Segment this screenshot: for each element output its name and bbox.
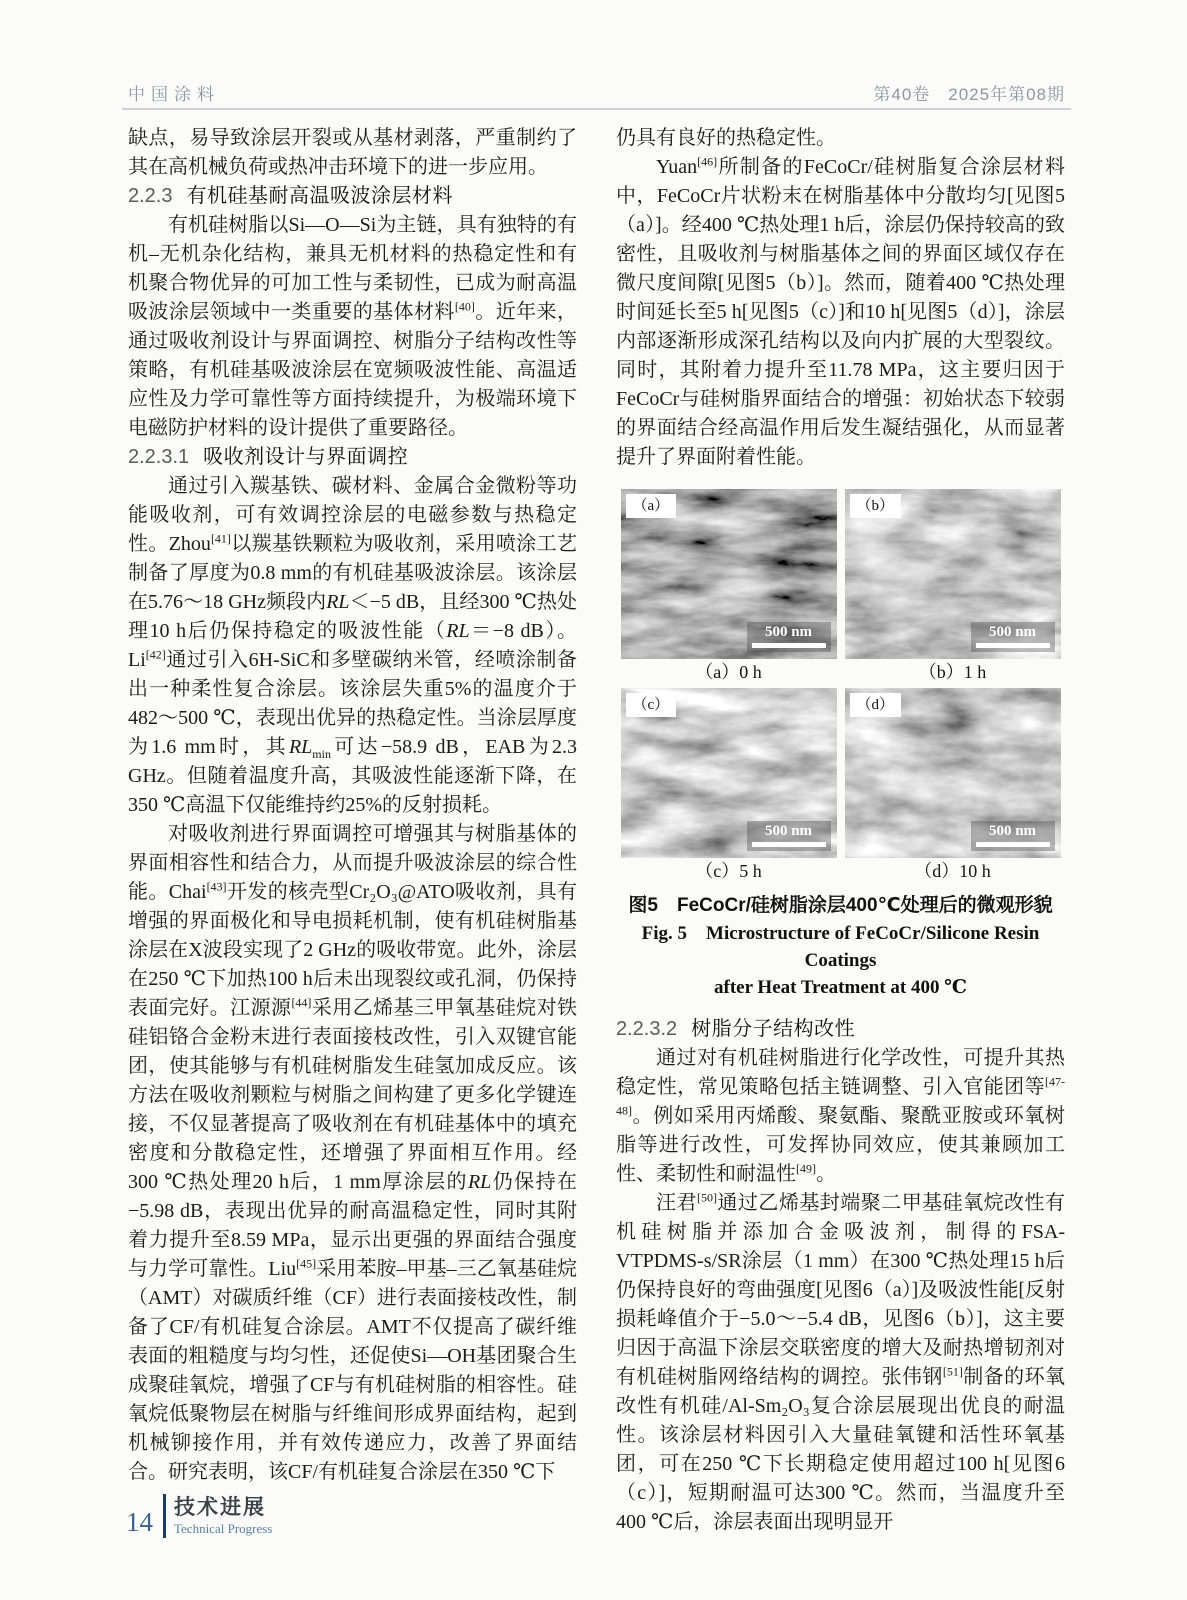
footer-section-en: Technical Progress	[174, 1520, 273, 1536]
section-heading	[616, 1015, 1065, 1044]
section-number: 2.2.3.2	[616, 1018, 678, 1040]
scale-bar-line	[976, 842, 1050, 847]
panel-caption: （b）1 h	[918, 662, 987, 682]
page-header	[128, 80, 1065, 105]
panel-label: （c）	[626, 693, 677, 717]
paragraph: 缺点，易导致涂层开裂或从基材剥落，严重制约了其在高机械负荷或热冲击环境下的进一步应用。	[128, 127, 577, 178]
scale-bar-line	[752, 842, 826, 847]
sem-panel	[621, 489, 837, 688]
sem-micrograph	[621, 489, 837, 659]
section-heading	[128, 182, 577, 211]
scale-bar-line	[752, 643, 826, 648]
section-title: 吸收剂设计与界面调控	[203, 446, 409, 468]
right-column-top-text	[616, 124, 1065, 472]
sem-micrograph	[845, 688, 1061, 858]
scale-bar	[971, 821, 1055, 851]
paragraph: 通过引入羰基铁、碳材料、金属合金微粉等功能吸收剂，可有效调控涂层的电磁参数与热稳定性。Zhou[41]以羰基铁颗粒为吸收剂，采用喷涂工艺制备了厚度为0.8 mm的有机硅基吸波涂层。该涂层在5.76～18 GHz频段内RL＜−5 dB，且经300 ℃热处理10 h后仍保持稳定的吸波性能（RL＝−8 dB）。Li[42]通过引入6H-SiC和多壁碳纳米管，经喷涂制备出一种柔性复合涂层。该涂层失重5%的温度介于482～500 ℃，表现出优异的热稳定性。当涂层厚度为1.6 mm时，其$RL_{min}$可达−58.9 dB，EAB为2.3 GHz。但随着温度升高，其吸波性能逐渐下降，在350 ℃高温下仅能维持约25%的反射损耗。	[128, 475, 578, 816]
figure-caption-en-line2: after Heat Treatment at 400 ℃	[714, 977, 967, 998]
footer-divider-bar	[163, 1494, 166, 1538]
journal-name: 中国涂料	[128, 85, 220, 104]
scale-bar	[971, 622, 1055, 652]
section-title: 树脂分子结构改性	[691, 1018, 856, 1040]
paragraph: 对吸收剂进行界面调控可增强其与树脂基体的界面相容性和结合力，从而提升吸波涂层的综合性能。Chai[43]开发的核壳型Cr₂O₃@ATO吸收剂，具有增强的界面极化和导电损耗机制，使有机硅树脂基涂层在X波段实现了2 GHz的吸收带宽。此外，涂层在250 ℃下加热100 h后未出现裂纹或孔洞，仍保持表面完好。江源源[44]采用乙烯基三甲氧基硅烷对铁硅铝铬合金粉末进行表面接枝改性，引入双键官能团，使其能够与有机硅树脂发生硅氢加成反应。该方法在吸收剂颗粒与树脂之间构建了更多化学键连接，不仅显著提高了吸收剂在有机硅基体中的填充密度和分散稳定性，还增强了界面相互作用。经300 ℃热处理20 h后，1 mm厚涂层的RL仍保持在−5.98 dB，表现出优异的耐高温稳定性，同时其附着力提升至8.59 MPa，显示出更强的界面结合强度与力学可靠性。Liu[45]采用苯胺–甲基–三乙氧基硅烷（AMT）对碳质纤维（CF）进行表面接枝改性，制备了CF/有机硅复合涂层。AMT不仅提高了碳纤维表面的粗糙度与均匀性，还促使Si—OH基团聚合生成聚硅氧烷，增强了CF与有机硅树脂的相容性。硅氧烷低聚物层在树脂与纤维间形成界面结构，起到机械铆接作用，并有效传递应力，改善了界面结合。研究表明，该CF/有机硅复合涂层在350 ℃下	[128, 823, 578, 1483]
panel-label: （a）	[626, 494, 677, 518]
footer-section-cn: 技术进展	[174, 1495, 266, 1519]
scale-bar-text: 500 nm	[764, 823, 813, 839]
section-number: 2.2.3	[128, 185, 173, 207]
right-column	[616, 124, 1065, 1537]
scale-bar-line	[976, 643, 1050, 648]
two-column-body	[128, 124, 1065, 1537]
paragraph: 通过对有机硅树脂进行化学改性，可提升其热稳定性，常见策略包括主链调整、引入官能团等[47-48]。例如采用丙烯酸、聚氨酯、聚酰亚胺或环氧树脂等进行改性，可发挥协同效应，使其兼顾加工性、柔韧性和耐温性[49]。	[616, 1047, 1065, 1185]
left-column	[128, 124, 577, 1537]
header-rule	[122, 108, 1071, 110]
panel-label: （d）	[850, 693, 902, 717]
figure-5	[616, 489, 1065, 1001]
scale-bar	[747, 821, 831, 851]
page-number: 14	[126, 1506, 153, 1537]
sem-micrograph	[621, 688, 837, 858]
right-column-bottom-text	[616, 1015, 1065, 1537]
figure-caption-cn: 图5 FeCoCr/硅树脂涂层400℃处理后的微观形貌	[628, 895, 1053, 916]
scale-bar	[747, 622, 831, 652]
figure-grid	[616, 489, 1065, 887]
paragraph: 仍具有良好的热稳定性。	[616, 127, 836, 149]
issue-info: 第40卷 2025年第08期	[873, 85, 1065, 104]
scale-bar-text: 500 nm	[988, 624, 1037, 640]
figure-caption	[616, 891, 1065, 1001]
paragraph: 有机硅树脂以Si—O—Si为主链，具有独特的有机–无机杂化结构，兼具无机材料的热稳定性和有机聚合物优异的可加工性与柔韧性，已成为耐高温吸波涂层领域中一类重要的基体材料[40]。近年来，通过吸收剂设计与界面调控、树脂分子结构改性等策略，有机硅基吸波涂层在宽频吸波性能、高温适应性及力学可靠性等方面持续提升，为极端环境下电磁防护材料的设计提供了重要路径。	[128, 214, 578, 439]
section-number: 2.2.3.1	[128, 446, 190, 468]
section-title: 有机硅基耐高温吸波涂层材料	[186, 185, 453, 207]
panel-caption: （d）10 h	[914, 861, 991, 881]
page-footer	[126, 1494, 272, 1538]
scale-bar-text: 500 nm	[988, 823, 1037, 839]
sem-panel	[621, 688, 837, 887]
section-heading	[128, 443, 577, 472]
paragraph: Yuan[46]所制备的FeCoCr/硅树脂复合涂层材料中，FeCoCr片状粉末在树脂基体中分散均匀[见图5（a）]。经400 ℃热处理1 h后，涂层仍保持较高的致密性，且吸收剂与树脂基体之间的界面区域仅存在微尺度间隙[见图5（b）]。然而，随着400 ℃热处理时间延长至5 h[见图5（c）]和10 h[见图5（d）]，涂层内部逐渐形成深孔结构以及向内扩展的大型裂纹。同时，其附着力提升至11.78 MPa，这主要归因于FeCoCr与硅树脂界面结合的增强：初始状态下较弱的界面结合经高温作用后发生凝结强化，从而显著提升了界面附着性能。	[616, 154, 1065, 468]
paragraph: 汪君[50]通过乙烯基封端聚二甲基硅氧烷改性有机硅树脂并添加合金吸波剂，制得的FSA-VTPDMS-s/SR涂层（1 mm）在300 ℃热处理15 h后仍保持良好的弯曲强度[见图6（a）]及吸波性能[反射损耗峰值介于−5.0～−5.4 dB，见图6（b）]，这主要归因于高温下涂层交联密度的增大及耐热增韧剂对有机硅树脂网络结构的调控。张伟钢[51]制备的环氧改性有机硅/Al-Sm₂O₃复合涂层展现出优良的耐温性。该涂层材料因引入大量硅氧键和活性环氧基团，可在250 ℃下长期稳定使用超过100 h[见图6（c）]，短期耐温可达300 ℃。然而，当温度升至400 ℃后，涂层表面出现明显开	[616, 1190, 1066, 1533]
panel-caption: （c）5 h	[695, 861, 762, 881]
footer-section-labels	[174, 1496, 272, 1537]
panel-label: （b）	[850, 494, 902, 518]
figure-caption-en-line1: Fig. 5 Microstructure of FeCoCr/Silicone Resin Coatings	[641, 923, 1040, 971]
panel-caption: （a）0 h	[695, 662, 762, 682]
sem-panel	[845, 489, 1061, 688]
sem-micrograph	[845, 489, 1061, 659]
sem-panel	[845, 688, 1061, 887]
scale-bar-text: 500 nm	[764, 624, 813, 640]
